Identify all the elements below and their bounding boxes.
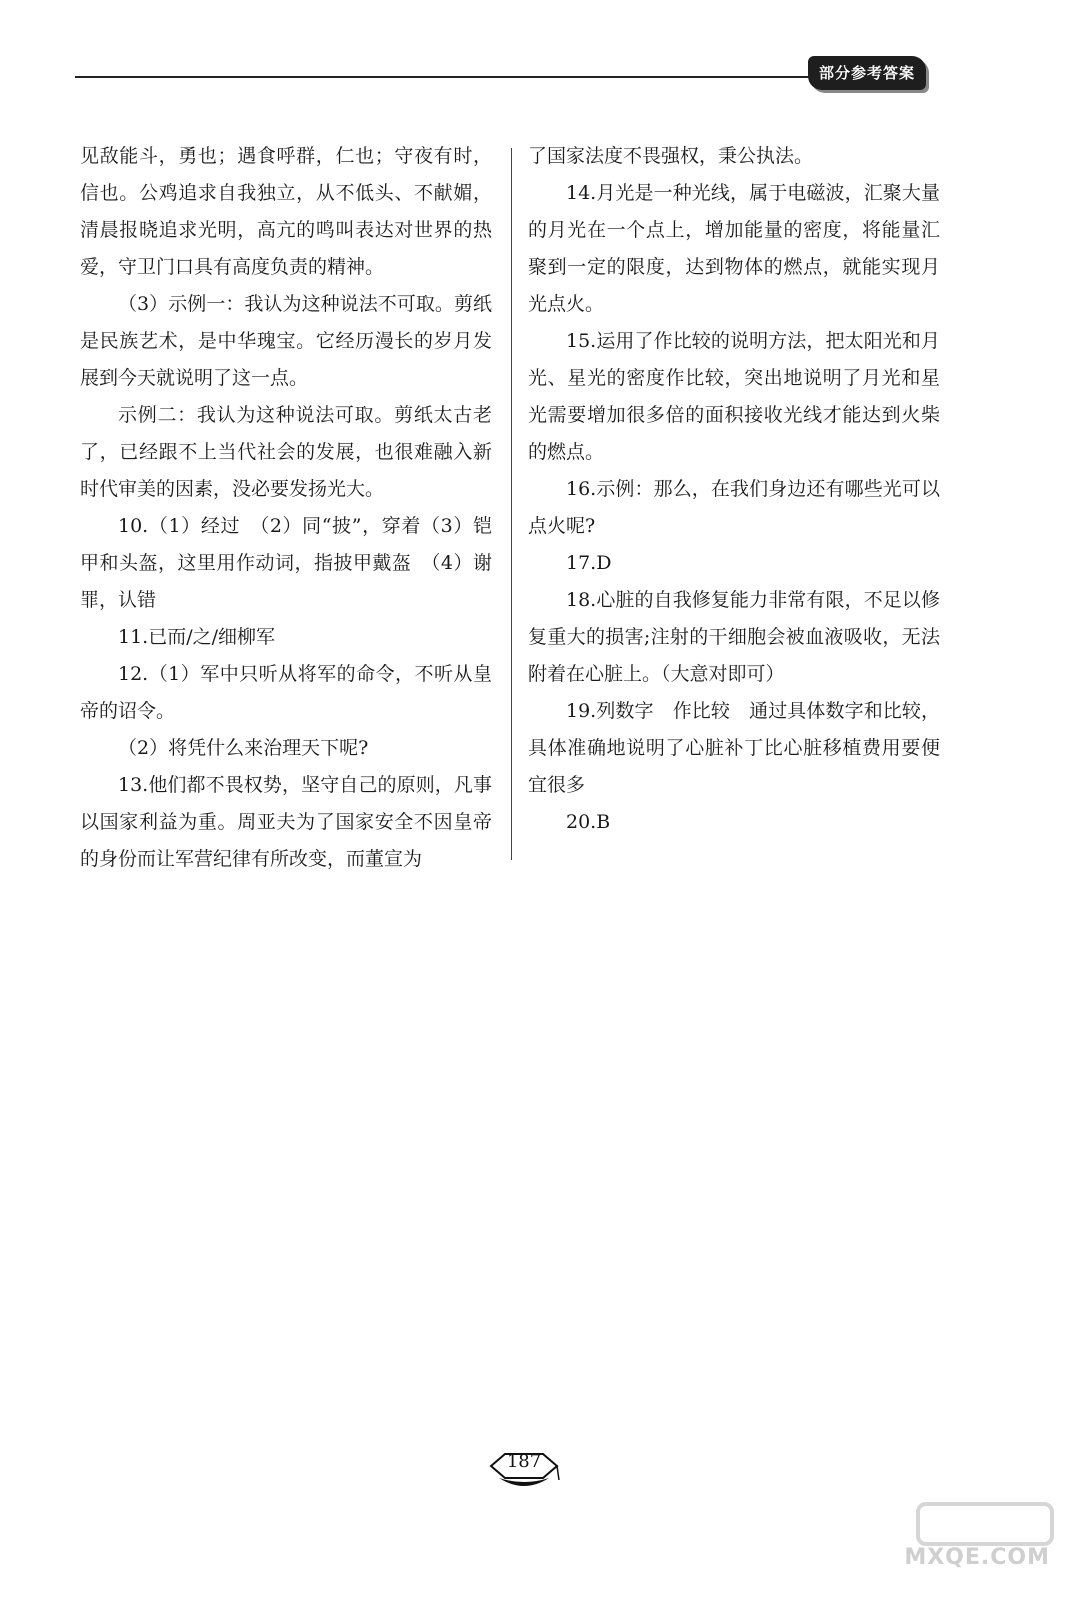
- answer-paragraph: （3）示例一：我认为这种说法不可取。剪纸是民族艺术，是中华瑰宝。它经历漫长的岁月发展到今天就说明了这一点。: [80, 293, 492, 389]
- header-rule: [75, 76, 815, 78]
- right-column: [528, 138, 940, 841]
- answer-paragraph: 16.示例：那么，在我们身边还有哪些光可以点火呢?: [528, 478, 940, 537]
- answer-paragraph: 15.运用了作比较的说明方法，把太阳光和月光、星光的密度作比较，突出地说明了月光和星光需要增加很多倍的面积接收光线才能达到火柴的燃点。: [528, 330, 940, 463]
- left-column: [80, 138, 492, 878]
- answer-paragraph: 20.B: [566, 811, 611, 833]
- answer-paragraph: 10.（1）经过 （2）同“披”，穿着（3）铠甲和头盔，这里用作动词，指披甲戴盔 （4）谢罪，认错: [80, 515, 492, 611]
- answer-paragraph: 12.（1）军中只听从将军的命令，不听从皇帝的诏令。: [80, 663, 492, 722]
- watermark-text: MXQE.COM: [904, 1545, 1050, 1570]
- answer-paragraph: 11.已而/之/细柳军: [118, 626, 276, 648]
- section-tab: 部分参考答案: [808, 56, 926, 90]
- answer-paragraph: 见敌能斗，勇也；遇食呼群，仁也；守夜有时，信也。公鸡追求自我独立，从不低头、不献媚，清晨报晓追求光明，高亢的鸣叫表达对世界的热爱，守卫门口具有高度负责的精神。: [80, 145, 492, 278]
- answer-paragraph: 18.心脏的自我修复能力非常有限，不足以修复重大的损害;注射的干细胞会被血液吸收，无法附着在心脏上。（大意对即可）: [528, 589, 940, 685]
- answer-paragraph: 13.他们都不畏权势，坚守自己的原则，凡事以国家利益为重。周亚夫为了国家安全不因皇帝的身份而让军营纪律有所改变，而董宣为: [80, 774, 492, 870]
- column-divider: [511, 148, 512, 860]
- answer-paragraph: 了国家法度不畏强权，秉公执法。: [528, 145, 814, 167]
- answer-paragraph: 示例二：我认为这种说法可取。剪纸太古老了，已经跟不上当代社会的发展，也很难融入新时代审美的因素，没必要发扬光大。: [80, 404, 492, 500]
- answer-paragraph: （2）将凭什么来治理天下呢?: [118, 737, 369, 759]
- page-number: 187: [506, 1451, 542, 1472]
- answer-paragraph: 19.列数字 作比较 通过具体数字和比较，具体准确地说明了心脏补丁比心脏移植费用要便宜很多: [528, 700, 940, 796]
- answer-paragraph: 14.月光是一种光线，属于电磁波，汇聚大量的月光在一个点上，增加能量的密度，将能量汇聚到一定的限度，达到物体的燃点，就能实现月光点火。: [528, 182, 940, 315]
- answer-paragraph: 17.D: [566, 552, 612, 574]
